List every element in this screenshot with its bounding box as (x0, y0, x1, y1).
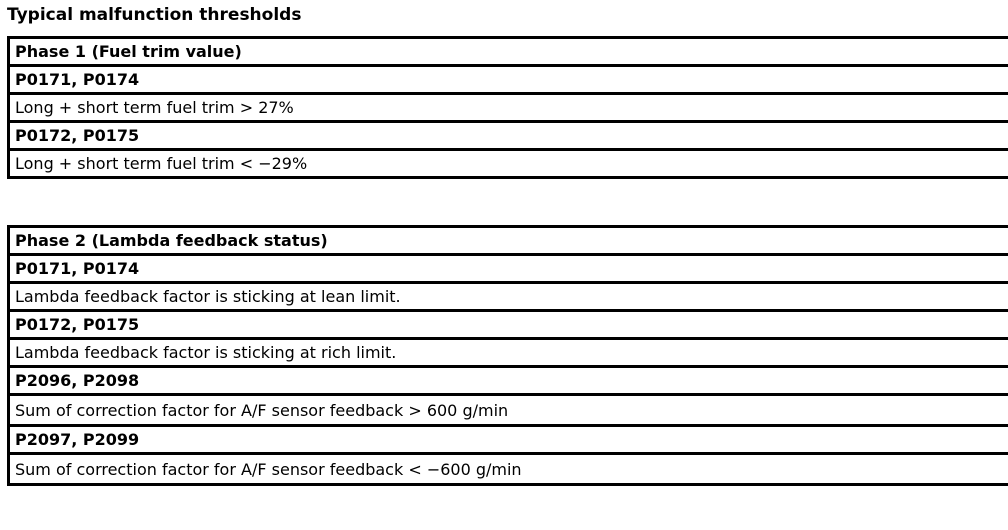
table-row (9, 454, 1008, 485)
table-row (9, 122, 1008, 150)
phase-2-table (7, 225, 1008, 486)
threshold-text: Long + short term fuel trim < −29% (9, 150, 1008, 178)
table-header-row (9, 227, 1008, 255)
table-row (9, 339, 1008, 367)
table-header-row (9, 38, 1008, 66)
dtc-codes: P2096, P2098 (9, 367, 1008, 395)
threshold-text: Sum of correction factor for A/F sensor feedback < −600 g/min (9, 454, 1008, 485)
threshold-text: Lambda feedback factor is sticking at rich limit. (9, 339, 1008, 367)
table-row (9, 283, 1008, 311)
page-title: Typical malfunction thresholds (7, 5, 302, 25)
table-row (9, 94, 1008, 122)
table-row (9, 426, 1008, 454)
table-row (9, 367, 1008, 395)
dtc-codes: P0171, P0174 (9, 255, 1008, 283)
dtc-codes: P0172, P0175 (9, 122, 1008, 150)
table-row (9, 66, 1008, 94)
phase-2-header: Phase 2 (Lambda feedback status) (9, 227, 1008, 255)
threshold-text: Sum of correction factor for A/F sensor feedback > 600 g/min (9, 395, 1008, 426)
table-row (9, 150, 1008, 178)
dtc-codes: P2097, P2099 (9, 426, 1008, 454)
table-row (9, 311, 1008, 339)
table-row (9, 395, 1008, 426)
dtc-codes: P0171, P0174 (9, 66, 1008, 94)
table-row (9, 255, 1008, 283)
phase-1-header: Phase 1 (Fuel trim value) (9, 38, 1008, 66)
dtc-codes: P0172, P0175 (9, 311, 1008, 339)
phase-1-table (7, 36, 1008, 179)
threshold-text: Long + short term fuel trim > 27% (9, 94, 1008, 122)
threshold-text: Lambda feedback factor is sticking at lean limit. (9, 283, 1008, 311)
